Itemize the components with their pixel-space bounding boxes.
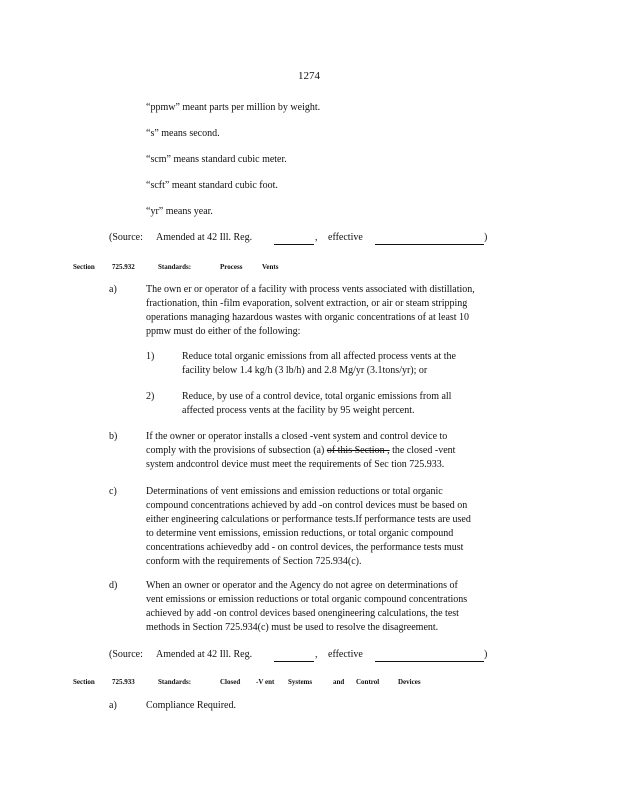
item-label: d) bbox=[109, 580, 118, 591]
item-c-text bbox=[146, 485, 471, 569]
source-note-close: ) bbox=[484, 649, 488, 660]
definition-ppmw: “ppmw” meant parts per million by weight. bbox=[146, 102, 321, 113]
text-line: If the owner or operator installs a closed -vent system and control device to bbox=[146, 431, 448, 442]
text-line: either engineering calculations or performance tests.If performance tests are used bbox=[146, 514, 471, 525]
item-label: 2) bbox=[146, 391, 155, 402]
section-title-word: Control bbox=[356, 678, 380, 686]
source-note-effective: effective bbox=[328, 232, 363, 243]
text-line bbox=[146, 444, 455, 458]
text-line: vent emissions or emission reductions or total organic compound concentrations bbox=[146, 594, 468, 605]
page-number: 1274 bbox=[298, 70, 320, 82]
source-note-text: Amended at 42 Ill. Reg. bbox=[156, 232, 253, 243]
section-number: 725.932 bbox=[112, 263, 135, 271]
item-label: a) bbox=[109, 700, 117, 711]
source-note-comma: , bbox=[315, 649, 318, 660]
definition-s: “s” means second. bbox=[146, 128, 220, 139]
struck-text: of this Section , bbox=[326, 445, 390, 456]
section-title-word: Systems bbox=[288, 678, 313, 686]
section-title-word: Standards: bbox=[158, 678, 192, 686]
item-label: c) bbox=[109, 486, 117, 497]
text-line: facility below 1.4 kg/h (3 lb/h) and 2.8 Mg/yr (3.1tons/yr); or bbox=[182, 365, 428, 376]
text-line: affected process vents at the facility by 95 weight percent. bbox=[182, 405, 415, 416]
section-number: 725.933 bbox=[112, 678, 135, 686]
text-line: When an owner or operator and the Agency do not agree on determinations of bbox=[146, 580, 458, 591]
text-line: operations managing hazardous wastes with organic concentrations of at least 10 bbox=[146, 312, 470, 323]
text-line: concentrations achievedby add - on control devices, the performance tests must bbox=[146, 542, 464, 553]
source-note-open: (Source: bbox=[109, 649, 143, 660]
text-segment: comply with the provisions of subsection (a) bbox=[146, 445, 325, 456]
text-line: The own er or operator of a facility with process vents associated with distillation, bbox=[146, 284, 475, 295]
item-d-text bbox=[146, 579, 467, 635]
item-label: b) bbox=[109, 431, 118, 442]
source-note-close: ) bbox=[484, 232, 488, 243]
section-title-word: -V ent bbox=[256, 678, 275, 686]
text-line: compound concentrations achieved by add -on control devices must be based on bbox=[146, 500, 468, 511]
item-label: 1) bbox=[146, 351, 155, 362]
text-segment: the closed -vent bbox=[389, 445, 456, 456]
section-title-word: Vents bbox=[262, 263, 279, 271]
section-title-word: Standards: bbox=[158, 263, 192, 271]
source-note-blank-reg bbox=[274, 234, 314, 245]
source-note-blank-date bbox=[375, 651, 484, 662]
section-title-word: Devices bbox=[398, 678, 421, 686]
definition-scm: “scm” means standard cubic meter. bbox=[146, 154, 287, 165]
source-note-blank-date bbox=[375, 234, 484, 245]
source-note-effective: effective bbox=[328, 649, 363, 660]
definition-scft: “scft” meant standard cubic foot. bbox=[146, 180, 278, 191]
text-line: achieved by add -on control devices based onengineering calculations, the test bbox=[146, 608, 459, 619]
text-line: methods in Section 725.934(c) must be used to resolve the disagreement. bbox=[146, 622, 439, 633]
section-word: Section bbox=[73, 263, 95, 271]
text-line: Determinations of vent emissions and emission reductions or total organic bbox=[146, 486, 443, 497]
definition-yr: “yr” means year. bbox=[146, 206, 213, 217]
item-a2-text bbox=[182, 390, 451, 418]
text-line: conform with the requirements of Section 725.934(c). bbox=[146, 556, 362, 567]
source-note-text: Amended at 42 Ill. Reg. bbox=[156, 649, 253, 660]
section-title-word: Process bbox=[220, 263, 243, 271]
section-title-word: and bbox=[333, 678, 345, 686]
item-label: a) bbox=[109, 284, 117, 295]
item-933a-text: Compliance Required. bbox=[146, 700, 236, 711]
source-note-blank-reg bbox=[274, 651, 314, 662]
text-line: ppmw must do either of the following: bbox=[146, 326, 301, 337]
text-line: fractionation, thin -film evaporation, solvent extraction, or air or steam stripping bbox=[146, 298, 468, 309]
text-line: Reduce, by use of a control device, total organic emissions from all bbox=[182, 391, 452, 402]
item-a1-text bbox=[182, 350, 456, 378]
section-word: Section bbox=[73, 678, 95, 686]
source-note-open: (Source: bbox=[109, 232, 143, 243]
item-a-text bbox=[146, 283, 475, 339]
text-line: to determine vent emissions, emission reductions, or total organic compound bbox=[146, 528, 454, 539]
source-note-comma: , bbox=[315, 232, 318, 243]
section-title-word: Closed bbox=[220, 678, 241, 686]
item-b-text bbox=[146, 430, 455, 472]
text-line: Reduce total organic emissions from all affected process vents at the bbox=[182, 351, 456, 362]
text-line: system andcontrol device must meet the requirements of Sec tion 725.933. bbox=[146, 459, 445, 470]
